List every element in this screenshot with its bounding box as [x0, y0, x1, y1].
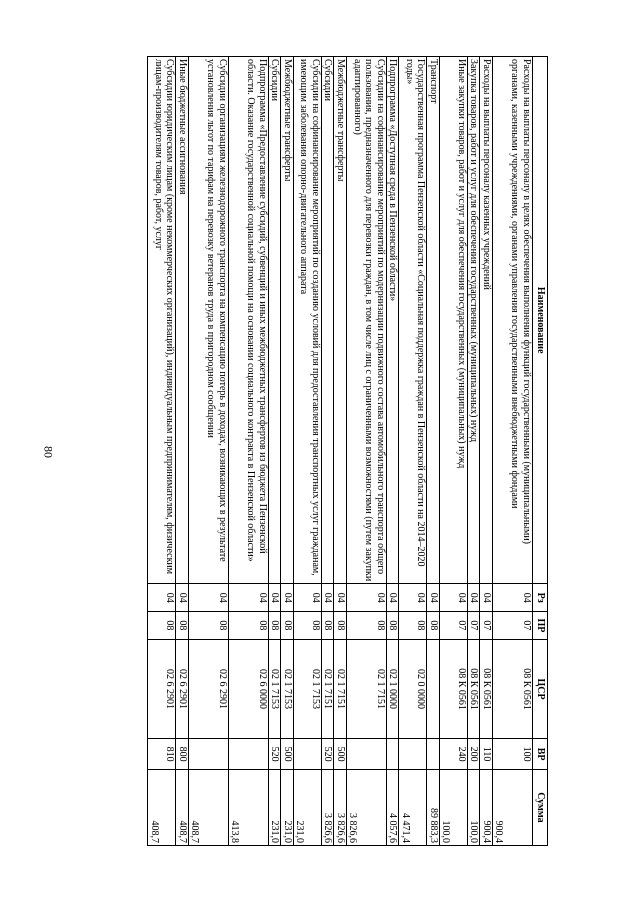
cell-pr: 08 — [269, 612, 282, 640]
cell-vr: 520 — [269, 739, 282, 769]
table-row — [229, 57, 269, 846]
cell-sum: 900,4 — [480, 769, 493, 845]
cell-sum: 4 471,4 — [399, 769, 427, 845]
table-row — [281, 57, 294, 846]
cell-pr: 08 — [322, 612, 335, 640]
cell-vr: 810 — [148, 739, 176, 769]
cell-pr: 07 — [480, 612, 493, 640]
cell-vr — [189, 739, 229, 769]
cell-csr: 02 1 7153 — [294, 639, 322, 739]
cell-sum: 408,7 — [148, 769, 176, 845]
cell-sum: 231,0 — [269, 769, 282, 845]
cell-sum: 408,7 — [189, 769, 229, 845]
page-number: 80 — [41, 446, 56, 458]
cell-pr: 08 — [334, 612, 347, 640]
cell-vr: 100 — [493, 739, 533, 769]
cell-vr — [387, 739, 400, 769]
cell-csr: 02 1 7153 — [269, 639, 282, 739]
table-row — [148, 57, 176, 846]
cell-csr: 02 1 7151 — [347, 639, 387, 739]
cell-rz: 04 — [189, 584, 229, 612]
table-row — [176, 57, 189, 846]
cell-pr: 08 — [347, 612, 387, 640]
cell-rz: 04 — [480, 584, 493, 612]
header-pr: ПР — [533, 612, 548, 640]
budget-table — [148, 56, 549, 846]
cell-csr: 08 К 0561 — [440, 639, 468, 739]
cell-csr: 08 К 0561 — [493, 639, 533, 739]
cell-vr: 110 — [480, 739, 493, 769]
cell-sum: 900,4 — [493, 769, 533, 845]
page-number-wrap — [41, 446, 56, 458]
cell-vr: 500 — [281, 739, 294, 769]
cell-pr: 08 — [148, 612, 176, 640]
cell-sum: 408,7 — [176, 769, 189, 845]
cell-sum: 231,0 — [281, 769, 294, 845]
header-vr: ВР — [533, 739, 548, 769]
cell-rz: 04 — [493, 584, 533, 612]
cell-name: Субсидии на софинансирование мероприятий по созданию условий для предоставления транспортных услуг гражданам, имеющим заболевания опорно-двигательного аппарата — [294, 57, 322, 584]
cell-rz: 04 — [468, 584, 481, 612]
table-row — [269, 57, 282, 846]
cell-csr: 02 6 0000 — [229, 639, 269, 739]
cell-name: Межбюджетные трансферты — [281, 57, 294, 584]
cell-pr: 08 — [294, 612, 322, 640]
cell-name: Расходы на выплаты персоналу казенных учреждений — [480, 57, 493, 584]
table-row — [322, 57, 335, 846]
cell-name: Иные закупки товаров, работ и услуг для обеспечения государственных (муниципальных) нужд — [440, 57, 468, 584]
table-row — [480, 57, 493, 846]
header-rz: Рз — [533, 584, 548, 612]
cell-rz: 04 — [269, 584, 282, 612]
cell-sum: 4 057,6 — [387, 769, 400, 845]
cell-name: Иные бюджетные ассигнования — [176, 57, 189, 584]
cell-csr: 02 6 2901 — [176, 639, 189, 739]
cell-pr: 08 — [229, 612, 269, 640]
cell-sum: 3 826,6 — [347, 769, 387, 845]
cell-pr: 08 — [387, 612, 400, 640]
cell-name: Субсидии организациям железнодорожного транспорта на компенсацию потерь в доходах, возникающих в результате установления льгот по тарифам на перевозку ветеранов труда в пригородном сообщении — [189, 57, 229, 584]
cell-sum: 3 826,6 — [334, 769, 347, 845]
cell-vr: 240 — [440, 739, 468, 769]
cell-name: Транспорт — [427, 57, 440, 584]
table-row — [440, 57, 468, 846]
cell-name: Субсидии юридическим лицам (кроме некоммерческих организаций), индивидуальным предпринимателям, физическим лицам-производителям товаров, работ, услуг — [148, 57, 176, 584]
rotated-page — [90, 56, 548, 846]
cell-sum: 89 883,3 — [427, 769, 440, 845]
cell-name: Государственная программа Пензенской области «Социальная поддержка граждан в Пензенской области на 2014–2020 годы» — [399, 57, 427, 584]
cell-vr: 800 — [176, 739, 189, 769]
cell-name: Субсидии — [322, 57, 335, 584]
cell-vr — [399, 739, 427, 769]
cell-rz: 04 — [281, 584, 294, 612]
cell-csr: 02 6 2901 — [148, 639, 176, 739]
cell-name: Подпрограмма «Предоставление субсидий, субвенций и иных межбюджетных трансфертов из бюджета Пензенской области. Оказание государственной социальной помощи на основании социального контракта в Пензенской области» — [229, 57, 269, 584]
cell-csr: 02 1 7151 — [334, 639, 347, 739]
cell-vr — [229, 739, 269, 769]
cell-name: Расходы на выплаты персоналу в целях обеспечения выполнения функций государственными (муниципальными) органами, казенными учреждениями, органами управления государственными внебюджетными фондами — [493, 57, 533, 584]
cell-pr: 07 — [440, 612, 468, 640]
cell-csr: 08 К 0561 — [480, 639, 493, 739]
cell-name: Подпрограмма «Доступная среда в Пензенской области» — [387, 57, 400, 584]
cell-sum: 413,8 — [229, 769, 269, 845]
header-sum: Сумма — [533, 769, 548, 845]
cell-pr: 08 — [427, 612, 440, 640]
cell-pr: 08 — [189, 612, 229, 640]
table-row — [294, 57, 322, 846]
cell-rz: 04 — [148, 584, 176, 612]
cell-sum: 3 826,6 — [322, 769, 335, 845]
cell-name: Субсидии — [269, 57, 282, 584]
cell-pr: 08 — [399, 612, 427, 640]
cell-rz: 04 — [427, 584, 440, 612]
cell-vr — [427, 739, 440, 769]
cell-vr — [347, 739, 387, 769]
table-row — [347, 57, 387, 846]
header-name: Наименование — [533, 57, 548, 584]
table-row — [189, 57, 229, 846]
cell-name: Субсидии на софинансирование мероприятий по модернизации подвижного состава автомобильного транспорта общего пользования, предназначенного для перевозки граждан, в том числе лиц с ограниченными возможностями (путем закупки адаптированного) — [347, 57, 387, 584]
cell-vr: 200 — [468, 739, 481, 769]
cell-vr — [294, 739, 322, 769]
cell-rz: 04 — [399, 584, 427, 612]
cell-pr: 07 — [493, 612, 533, 640]
cell-rz: 04 — [322, 584, 335, 612]
cell-rz: 04 — [229, 584, 269, 612]
cell-csr: 02 1 7151 — [322, 639, 335, 739]
cell-rz: 04 — [347, 584, 387, 612]
cell-sum: 100,0 — [468, 769, 481, 845]
cell-csr: 02 1 0000 — [387, 639, 400, 739]
cell-csr: 02 1 7153 — [281, 639, 294, 739]
cell-rz: 04 — [440, 584, 468, 612]
cell-rz: 04 — [176, 584, 189, 612]
cell-csr: 02 0 0000 — [399, 639, 427, 739]
header-csr: ЦСР — [533, 639, 548, 739]
table-row — [399, 57, 427, 846]
cell-vr: 520 — [322, 739, 335, 769]
cell-vr: 500 — [334, 739, 347, 769]
table-row — [468, 57, 481, 846]
cell-rz: 04 — [387, 584, 400, 612]
cell-pr: 08 — [281, 612, 294, 640]
cell-pr: 07 — [468, 612, 481, 640]
table-row — [334, 57, 347, 846]
cell-csr: 02 6 2901 — [189, 639, 229, 739]
cell-csr — [427, 639, 440, 739]
table-header-row — [533, 57, 548, 846]
cell-csr: 08 К 0561 — [468, 639, 481, 739]
cell-name: Закупка товаров, работ и услуг для обеспечения государственных (муниципальных) нужд — [468, 57, 481, 584]
table-row — [493, 57, 533, 846]
cell-rz: 04 — [294, 584, 322, 612]
cell-name: Межбюджетные трансферты — [334, 57, 347, 584]
cell-sum: 100,0 — [440, 769, 468, 845]
cell-pr: 08 — [176, 612, 189, 640]
table-row — [427, 57, 440, 846]
table-row — [387, 57, 400, 846]
cell-rz: 04 — [334, 584, 347, 612]
cell-sum: 231,0 — [294, 769, 322, 845]
